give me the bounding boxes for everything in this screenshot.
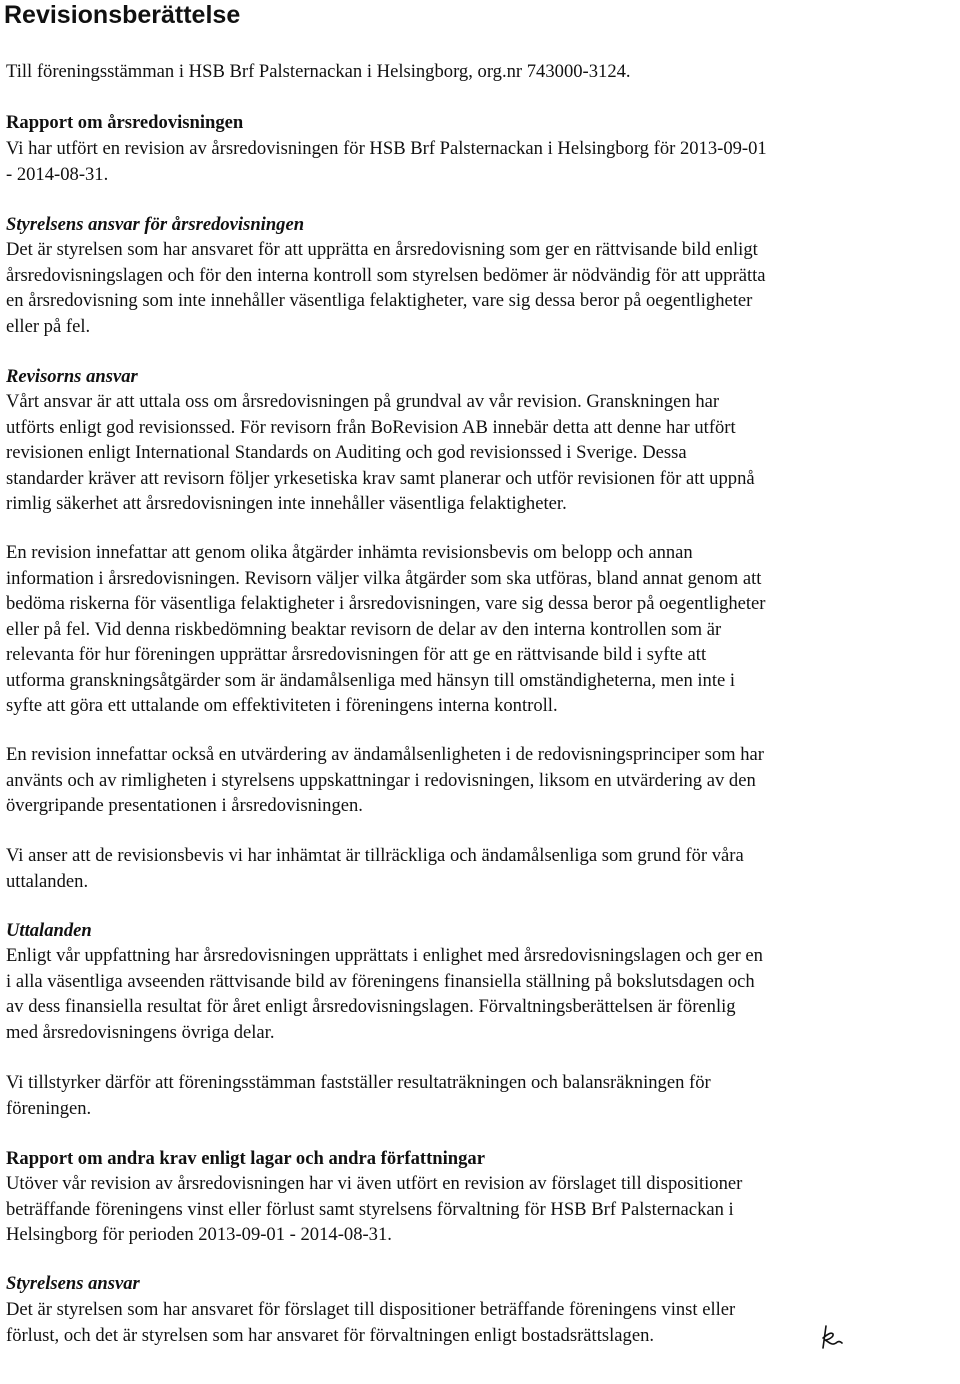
auditor-responsibility-heading: Revisorns ansvar xyxy=(6,366,138,387)
handwritten-initials xyxy=(818,1322,844,1352)
other-requirements-paragraph xyxy=(6,1171,946,1248)
document-title: Revisionsberättelse xyxy=(4,1,241,29)
auditor-paragraph-2 xyxy=(6,540,946,719)
text-line: en årsredovisning som inte innehåller väsentliga felaktigheter, vare sig dessa beror på oegentligheter xyxy=(6,290,753,311)
addressee-line: Till föreningsstämman i HSB Brf Palsternackan i Helsingborg, org.nr 743000-3124. xyxy=(6,61,631,82)
text-line: uttalanden. xyxy=(6,870,89,892)
report-heading: Rapport om årsredovisningen xyxy=(6,112,244,133)
report-paragraph xyxy=(6,136,946,187)
text-line: revisionen enligt International Standards on Auditing och god revisionssed i Sverige. Dessa xyxy=(6,442,687,463)
text-line: utförts enligt god revisionssed. För revisorn från BoRevision AB innebär detta att denne har utfört xyxy=(6,416,736,438)
board-responsibility-paragraph xyxy=(6,237,946,339)
text-line: övergripande presentationen i årsredovisningen. xyxy=(6,795,363,816)
text-line: syfte att göra ett uttalande om effektiviteten i föreningens interna kontroll. xyxy=(6,695,558,716)
text-line: standarder kräver att revisorn följer yrkesetiska krav samt planerar och utför revisionen för att uppnå xyxy=(6,467,755,489)
text-line: med årsredovisningens övriga delar. xyxy=(6,1021,275,1043)
text-line: Helsingborg för perioden 2013-09-01 - 2014-08-31. xyxy=(6,1224,392,1245)
text-line: av dess finansiella resultat för året enligt årsredovisningslagen. Förvaltningsberättelsen är förenlig xyxy=(6,996,736,1017)
text-line: föreningen. xyxy=(6,1097,92,1119)
text-line: En revision innefattar att genom olika åtgärder inhämta revisionsbevis om belopp och annan xyxy=(6,542,693,563)
text-line: relevanta för hur föreningen upprättar årsredovisningen för att ge en rättvisande bild i syfte att xyxy=(6,644,707,665)
text-line: rimlig säkerhet att årsredovisningen inte innehåller väsentliga felaktigheter. xyxy=(6,493,567,514)
statements-paragraph-2 xyxy=(6,1070,946,1121)
text-line: använts och av rimligheten i styrelsens uppskattningar i redovisningen, liksom en utvärdering av den xyxy=(6,769,756,791)
statements-heading: Uttalanden xyxy=(6,920,92,941)
board-responsibility-2-paragraph xyxy=(6,1297,946,1348)
text-line: Vi anser att de revisionsbevis vi har inhämtat är tillräckliga och ändamålsenliga som grund för våra xyxy=(6,845,744,866)
text-line: eller på fel. Vid denna riskbedömning beaktar revisorn de delar av den interna kontrollen som är xyxy=(6,618,722,640)
auditor-paragraph-4 xyxy=(6,843,946,894)
text-line: En revision innefattar också en utvärdering av ändamålsenligheten i de redovisningsprinciper som har xyxy=(6,744,764,765)
text-line: - 2014-08-31. xyxy=(6,163,109,185)
text-line: förlust, och det är styrelsen som har ansvaret för förvaltningen enligt bostadsrättslagen. xyxy=(6,1324,655,1346)
text-line: eller på fel. xyxy=(6,315,91,337)
text-line: bedöma riskerna för väsentliga felaktigheter i årsredovisningen, vare sig dessa beror på oegentligheter xyxy=(6,593,766,614)
text-line: beträffande föreningens vinst eller förlust samt styrelsens förvaltning för HSB Brf Palsternackan i xyxy=(6,1198,734,1220)
auditor-paragraph-1 xyxy=(6,389,946,517)
other-requirements-heading: Rapport om andra krav enligt lagar och andra författningar xyxy=(6,1148,485,1169)
text-line: Det är styrelsen som har ansvaret för att upprätta en årsredovisning som ger en rättvisande bild enligt xyxy=(6,239,758,260)
text-line: Vi har utfört en revision av årsredovisningen för HSB Brf Palsternackan i Helsingborg för 2013-09-01 xyxy=(6,138,767,159)
text-line: Vi tillstyrker därför att föreningsstämman fastställer resultaträkningen och balansräkningen för xyxy=(6,1072,711,1093)
text-line: Vårt ansvar är att uttala oss om årsredovisningen på grundval av vår revision. Granskningen har xyxy=(6,391,720,412)
text-line: årsredovisningslagen och för den interna kontroll som styrelsen bedömer är nödvändig för att upprätta xyxy=(6,264,766,286)
board-responsibility-2-heading: Styrelsens ansvar xyxy=(6,1273,140,1294)
text-line: Enligt vår uppfattning har årsredovisningen upprättats i enlighet med årsredovisningslagen och ger en xyxy=(6,945,763,966)
text-line: Det är styrelsen som har ansvaret för förslaget till dispositioner beträffande föreningens vinst eller xyxy=(6,1299,736,1320)
text-line: information i årsredovisningen. Revisorn väljer vilka åtgärder som ska utföras, bland annat genom att xyxy=(6,567,762,589)
text-line: Utöver vår revision av årsredovisningen har vi även utfört en revision av förslaget till dispositioner xyxy=(6,1173,743,1194)
auditor-paragraph-3 xyxy=(6,742,946,819)
text-line: utforma granskningsåtgärder som är ändamålsenliga med hänsyn till omständigheterna, men inte i xyxy=(6,669,736,691)
statements-paragraph-1 xyxy=(6,943,946,1045)
text-line: i alla väsentliga avseenden rättvisande bild av föreningens finansiella ställning på bokslutsdagen och xyxy=(6,970,755,992)
board-responsibility-heading: Styrelsens ansvar för årsredovisningen xyxy=(6,214,305,235)
